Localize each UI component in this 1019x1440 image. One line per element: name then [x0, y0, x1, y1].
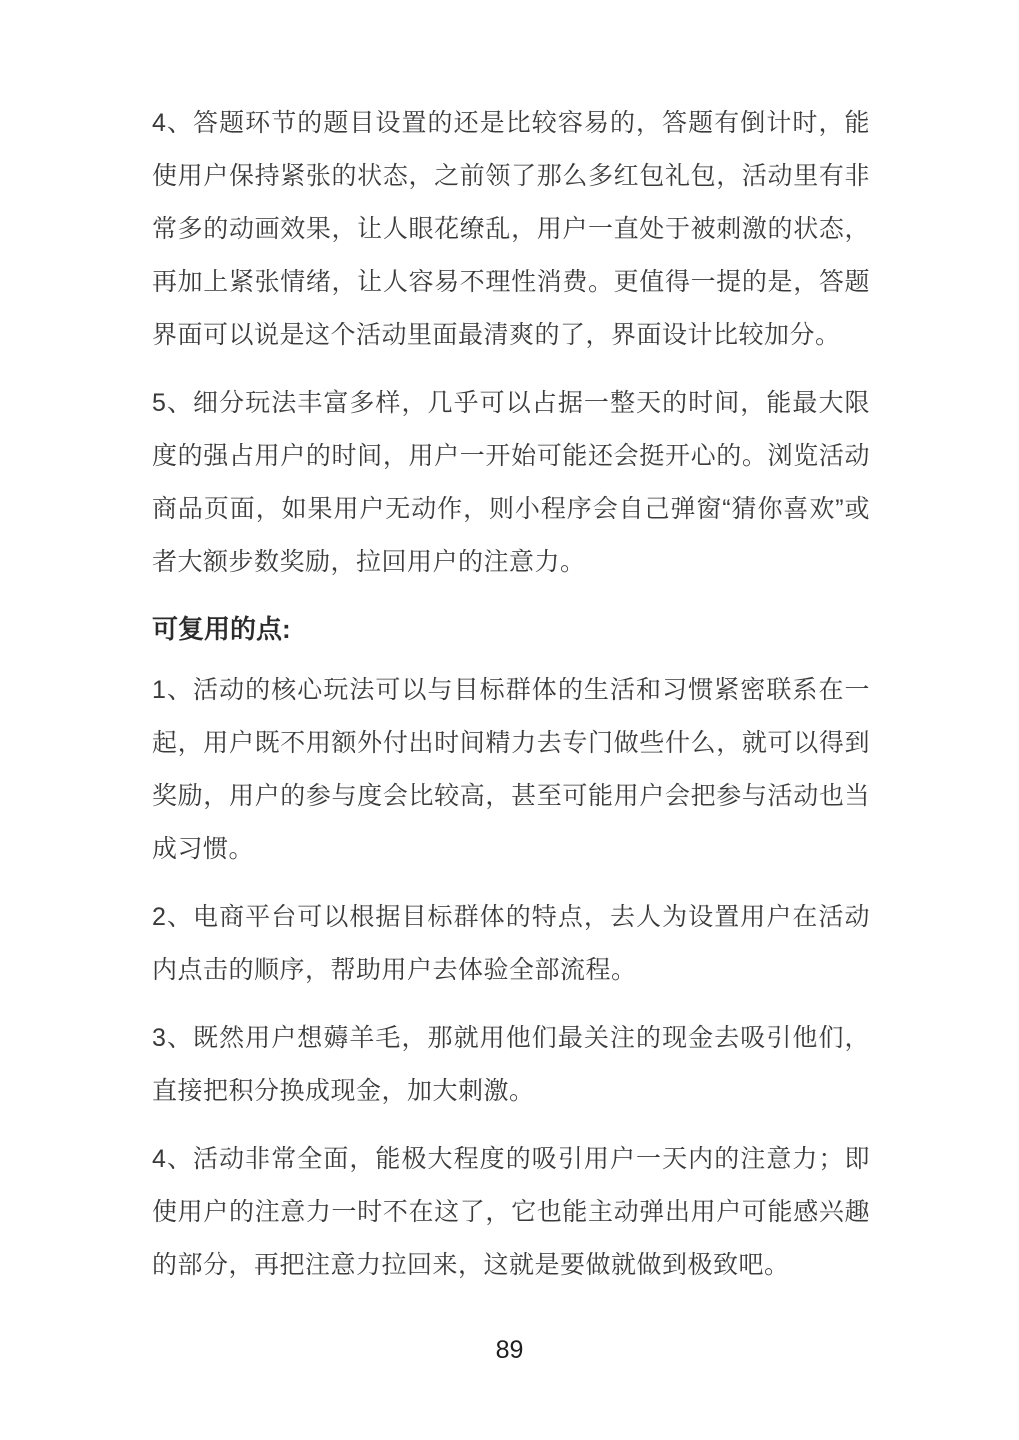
page-content	[152, 97, 870, 1307]
numbered-paragraph-5: 5、细分玩法丰富多样，几乎可以占据一整天的时间，能最大限度的强占用户的时间，用户一开始可能还会挺开心的。浏览活动商品页面，如果用户无动作，则小程序会自己弹窗“猜你喜欢”或者大额步数奖励，拉回用户的注意力。	[152, 389, 870, 576]
reusable-point-4: 4、活动非常全面，能极大程度的吸引用户一天内的注意力；即使用户的注意力一时不在这了，它也能主动弹出用户可能感兴趣的部分，再把注意力拉回来，这就是要做就做到极致吧。	[152, 1145, 870, 1279]
numbered-paragraph-4: 4、答题环节的题目设置的还是比较容易的，答题有倒计时，能使用户保持紧张的状态，之前领了那么多红包礼包，活动里有非常多的动画效果，让人眼花缭乱，用户一直处于被刺激的状态，再加上紧张情绪，让人容易不理性消费。更值得一提的是，答题界面可以说是这个活动里面最清爽的了，界面设计比较加分。	[152, 109, 870, 349]
reusable-point-3: 3、既然用户想薅羊毛，那就用他们最关注的现金去吸引他们，直接把积分换成现金，加大刺激。	[152, 1024, 870, 1105]
page-footer	[0, 1336, 1019, 1365]
reusable-point-2: 2、电商平台可以根据目标群体的特点，去人为设置用户在活动内点击的顺序，帮助用户去体验全部流程。	[152, 903, 870, 984]
section-heading-reusable-points: 可复用的点:	[152, 614, 291, 644]
page-number: 89	[495, 1336, 524, 1364]
reusable-point-1: 1、活动的核心玩法可以与目标群体的生活和习惯紧密联系在一起，用户既不用额外付出时间精力去专门做些什么，就可以得到奖励，用户的参与度会比较高，甚至可能用户会把参与活动也当成习惯。	[152, 676, 870, 863]
